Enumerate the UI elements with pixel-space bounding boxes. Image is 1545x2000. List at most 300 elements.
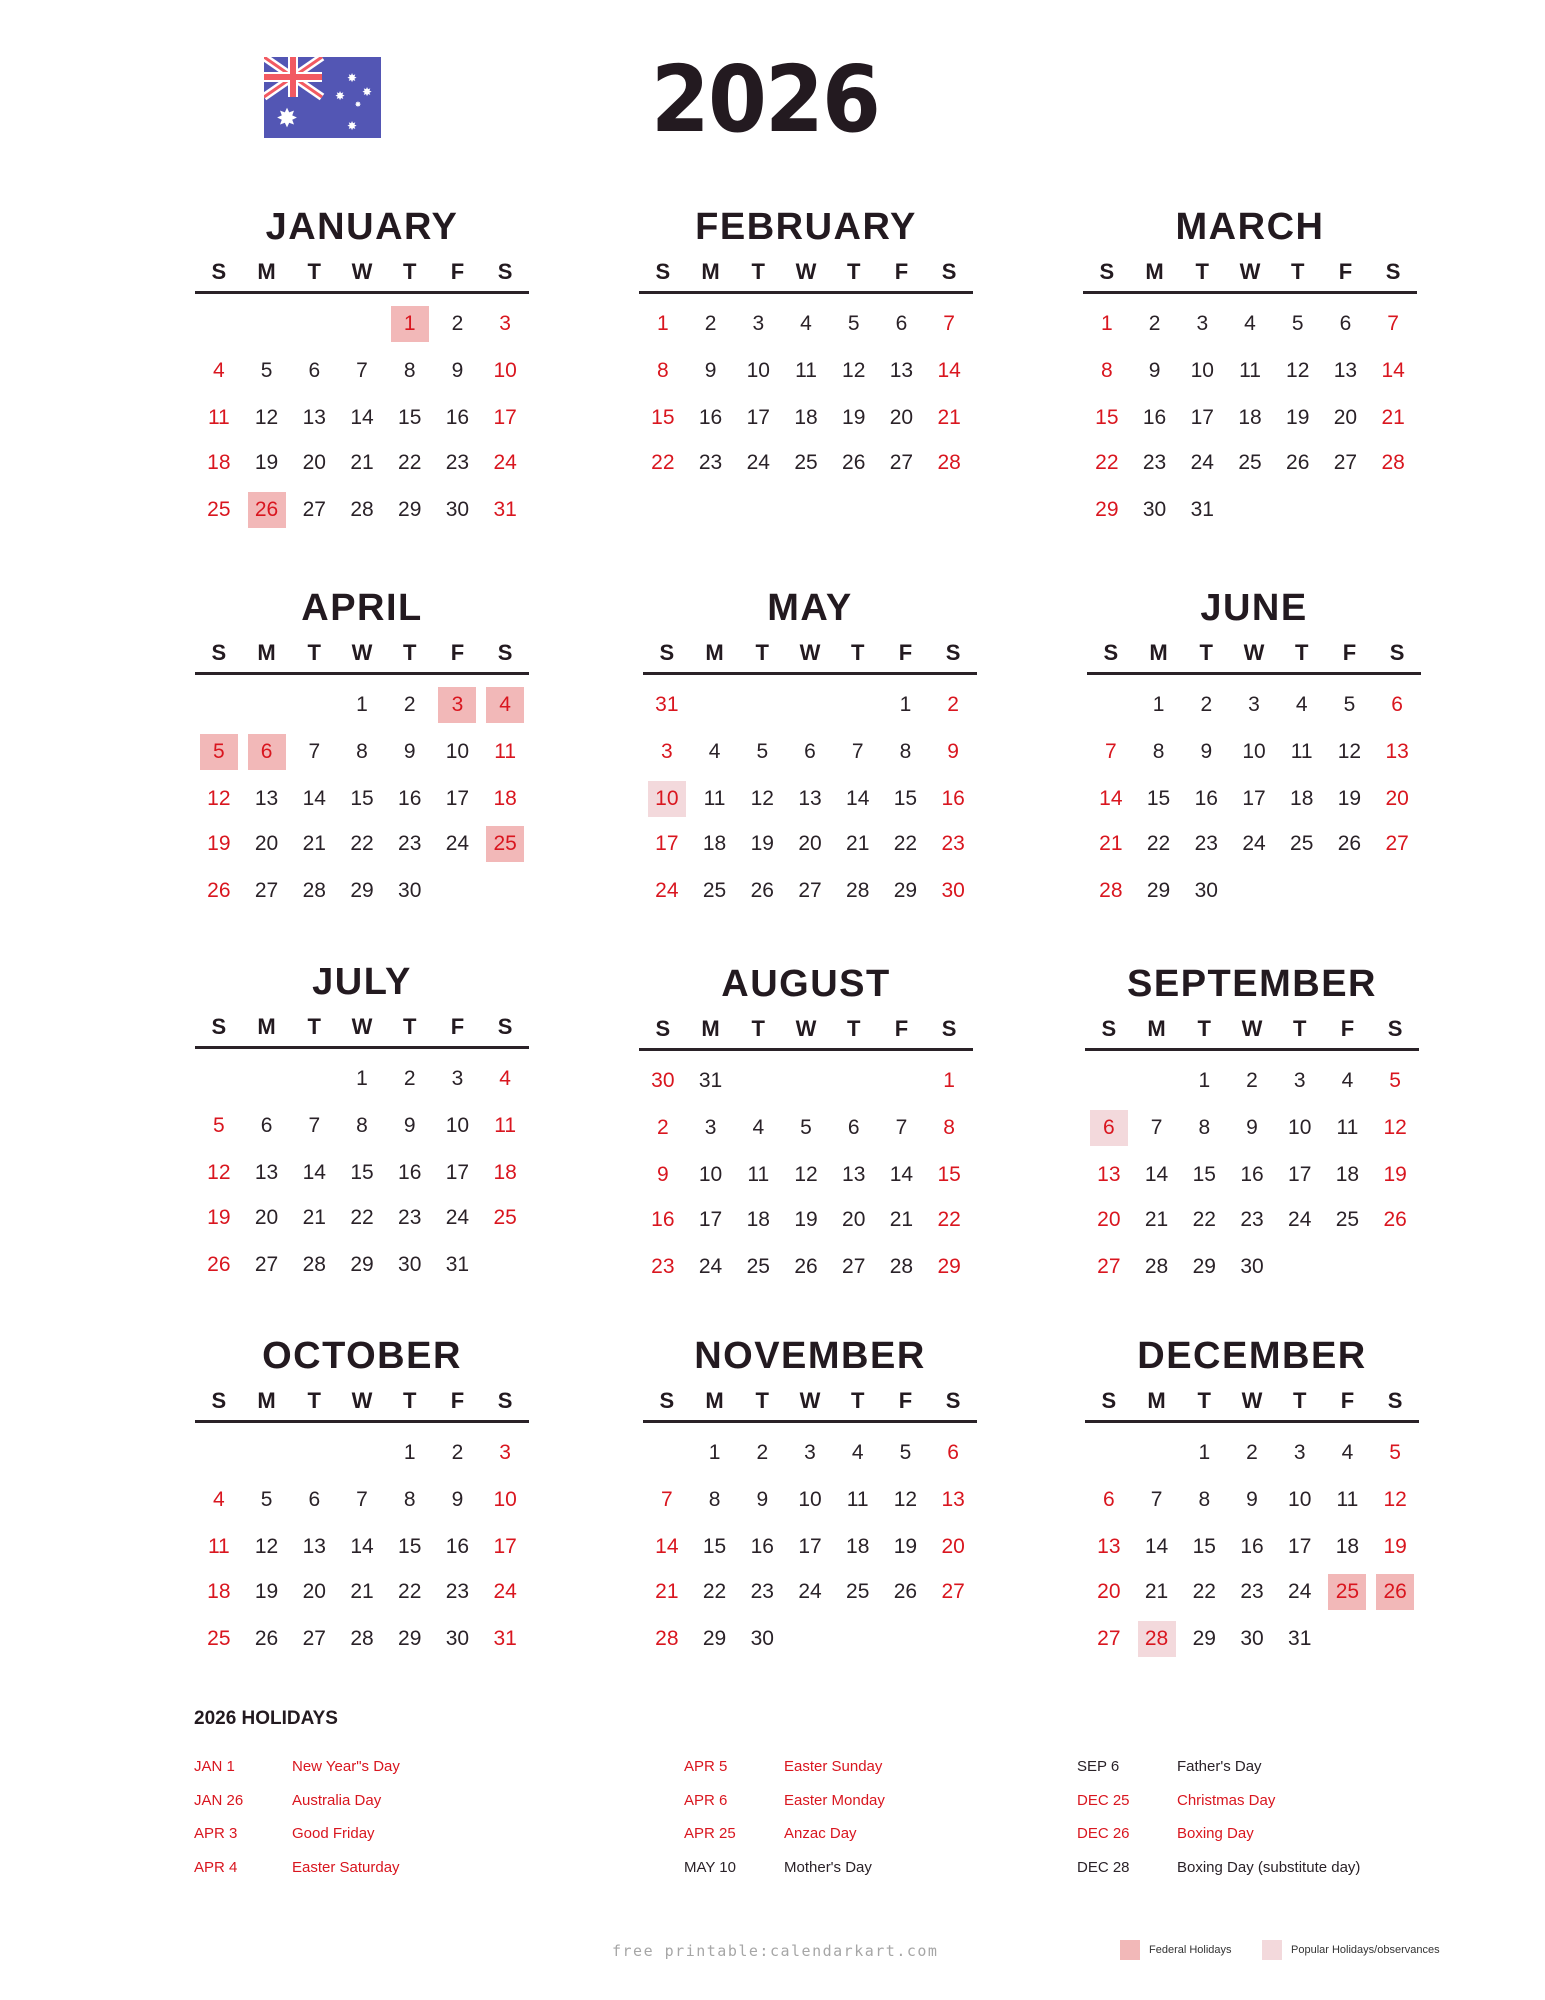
day-cell: 17 <box>655 832 679 855</box>
divider <box>1087 672 1421 675</box>
day-cell: 23 <box>1240 1208 1264 1231</box>
day-cell: 20 <box>302 1580 326 1603</box>
weekday-label: S <box>655 259 671 284</box>
weekday-label: T <box>850 640 865 665</box>
day-cell: 15 <box>1095 406 1119 429</box>
day-cell: 25 <box>207 498 231 521</box>
day-cell: 25 <box>1335 1208 1360 1231</box>
day-cell: 30 <box>1142 498 1167 521</box>
day-cell: 8 <box>403 359 416 382</box>
weekday-label: M <box>701 1016 720 1041</box>
day-cell: 12 <box>794 1163 818 1186</box>
day-cell: 18 <box>207 451 231 474</box>
day-cell: 27 <box>798 879 822 902</box>
day-cell: 13 <box>302 1535 326 1558</box>
day-cell: 17 <box>445 1161 470 1184</box>
day-cell: 8 <box>1152 740 1165 763</box>
day-cell: 9 <box>947 740 959 763</box>
divider <box>195 1420 529 1423</box>
holiday-date: MAY 10 <box>684 1858 736 1876</box>
weekday-label: T <box>402 1014 417 1039</box>
day-cell: 22 <box>350 832 374 855</box>
day-cell: 9 <box>657 1163 669 1186</box>
divider <box>195 1046 529 1049</box>
day-cell: 29 <box>1192 1255 1216 1278</box>
weekday-label: W <box>799 1388 821 1413</box>
weekday-label: F <box>450 259 465 284</box>
holiday-date: APR 4 <box>194 1858 238 1876</box>
day-cell: 13 <box>1333 359 1358 382</box>
weekday-label: S <box>211 640 227 665</box>
weekday-label: M <box>1147 1388 1166 1413</box>
day-cell: 3 <box>499 1441 511 1464</box>
day-cell: 9 <box>403 740 416 763</box>
weekday-label: T <box>307 1388 321 1413</box>
day-cell: 5 <box>1291 312 1304 335</box>
day-cell: 12 <box>1383 1116 1407 1139</box>
day-cell: 13 <box>302 406 326 429</box>
weekday-label: T <box>402 1388 417 1413</box>
day-cell: 7 <box>1150 1488 1163 1511</box>
weekday-label: M <box>701 259 720 284</box>
weekday-label: T <box>307 1014 321 1039</box>
weekday-label: S <box>1389 640 1405 665</box>
day-cell: 3 <box>1248 693 1260 716</box>
day-cell: 15 <box>893 787 918 810</box>
day-cell: 20 <box>1097 1580 1121 1603</box>
weekday-label: T <box>751 1016 765 1041</box>
day-cell: 11 <box>1290 740 1313 763</box>
divider <box>1085 1420 1419 1423</box>
day-cell: 7 <box>356 1488 368 1511</box>
weekday-label: F <box>894 259 909 284</box>
day-cell: 22 <box>1192 1580 1216 1603</box>
day-cell: 17 <box>1288 1163 1312 1186</box>
month-june <box>1087 587 1421 902</box>
weekday-header <box>639 257 973 287</box>
day-cell: 6 <box>1090 1110 1128 1146</box>
day-cell: 24 <box>445 1206 470 1229</box>
weekday-label: S <box>211 1388 227 1413</box>
day-cell: 24 <box>1288 1208 1312 1231</box>
month-december <box>1085 1335 1419 1650</box>
day-cell: 18 <box>207 1580 231 1603</box>
day-cell: 8 <box>657 359 669 382</box>
day-cell: 22 <box>702 1580 727 1603</box>
day-cell: 9 <box>1200 740 1213 763</box>
weekday-label: W <box>795 259 817 284</box>
day-cell: 14 <box>302 787 326 810</box>
weekday-label: T <box>1294 640 1309 665</box>
day-cell: 16 <box>398 1161 422 1184</box>
day-cell: 2 <box>1246 1441 1258 1464</box>
day-cell: 13 <box>1385 740 1409 763</box>
day-cell: 2 <box>403 693 416 716</box>
day-cell: 5 <box>1389 1441 1401 1464</box>
day-cell: 23 <box>750 1580 774 1603</box>
day-cell: 24 <box>493 1580 517 1603</box>
day-cell: 29 <box>1146 879 1171 902</box>
day-cell: 27 <box>941 1580 965 1603</box>
day-cell: 30 <box>445 1627 470 1650</box>
day-cell: 24 <box>798 1580 822 1603</box>
footer-credit: free printable:calendarkart.com <box>612 1942 939 1960</box>
day-cell: 26 <box>1383 1208 1407 1231</box>
day-cell: 12 <box>842 359 866 382</box>
day-cell: 9 <box>756 1488 769 1511</box>
day-cell: 31 <box>493 498 517 521</box>
month-february <box>639 206 973 474</box>
day-cell: 15 <box>651 406 675 429</box>
day-cell: 11 <box>1336 1488 1359 1511</box>
day-cell: 3 <box>1293 1441 1306 1464</box>
weekday-label: S <box>211 1014 227 1039</box>
day-cell: 17 <box>798 1535 822 1558</box>
day-cell: 26 <box>207 879 231 902</box>
day-cell: 9 <box>451 1488 464 1511</box>
day-cell: 21 <box>1144 1208 1169 1231</box>
day-cell: 6 <box>308 359 321 382</box>
day-cell: 25 <box>486 826 524 862</box>
day-cell: 17 <box>493 406 517 429</box>
day-cell: 16 <box>1240 1535 1264 1558</box>
weekday-label: S <box>655 1016 671 1041</box>
day-cell: 20 <box>302 451 326 474</box>
day-cell: 11 <box>494 1114 517 1137</box>
day-cell: 25 <box>207 1627 231 1650</box>
weekday-label: T <box>850 1388 865 1413</box>
day-cell: 24 <box>445 832 470 855</box>
day-cell: 25 <box>1328 1574 1366 1610</box>
day-cell: 15 <box>1146 787 1171 810</box>
holiday-date: APR 3 <box>194 1825 238 1842</box>
day-cell: 21 <box>889 1208 914 1231</box>
day-cell: 31 <box>493 1627 517 1650</box>
australia-flag-icon <box>264 57 381 138</box>
day-cell: 2 <box>1148 312 1161 335</box>
weekday-label: M <box>1145 259 1164 284</box>
day-cell: 17 <box>1242 787 1266 810</box>
divider <box>195 672 529 675</box>
day-cell: 29 <box>350 1253 374 1276</box>
weekday-label: T <box>751 259 765 284</box>
day-cell: 17 <box>445 787 470 810</box>
day-cell: 6 <box>947 1441 959 1464</box>
holiday-name: Easter Sunday <box>784 1758 883 1775</box>
day-cell: 21 <box>1381 406 1405 429</box>
weekday-header <box>1083 257 1417 287</box>
day-cell: 16 <box>1194 787 1218 810</box>
day-cell: 31 <box>698 1069 723 1092</box>
day-cell: 19 <box>750 832 774 855</box>
weekday-label: S <box>941 1016 957 1041</box>
weekday-label: T <box>402 259 417 284</box>
weekday-label: M <box>1149 640 1168 665</box>
weekday-label: F <box>1342 640 1357 665</box>
day-cell: 24 <box>655 879 679 902</box>
popular-legend-label: Popular Holidays/observances <box>1291 1944 1440 1956</box>
day-cell: 30 <box>1194 879 1218 902</box>
day-cell: 12 <box>893 1488 918 1511</box>
day-cell: 16 <box>941 787 965 810</box>
day-cell: 28 <box>350 498 374 521</box>
day-cell: 27 <box>254 879 279 902</box>
day-cell: 2 <box>451 1441 464 1464</box>
day-cell: 12 <box>254 1535 279 1558</box>
holiday-date: JAN 26 <box>194 1791 244 1809</box>
day-cell: 3 <box>499 312 511 335</box>
day-cell: 8 <box>1198 1116 1211 1139</box>
day-cell: 13 <box>941 1488 965 1511</box>
day-cell: 6 <box>308 1488 321 1511</box>
day-cell: 18 <box>702 832 727 855</box>
day-cell: 11 <box>494 740 517 763</box>
month-march <box>1083 206 1417 521</box>
day-cell: 5 <box>260 359 273 382</box>
day-cell: 19 <box>207 1206 231 1229</box>
day-cell: 18 <box>493 1161 517 1184</box>
weekday-header <box>639 1014 973 1044</box>
day-cell: 21 <box>302 1206 326 1229</box>
day-cell: 16 <box>698 406 723 429</box>
day-cell: 26 <box>248 492 286 528</box>
weekday-label: F <box>1340 1016 1355 1041</box>
day-cell: 18 <box>1335 1163 1360 1186</box>
day-cell: 4 <box>1295 693 1308 716</box>
day-cell: 18 <box>846 1535 870 1558</box>
holiday-name: Easter Saturday <box>292 1858 400 1876</box>
day-cell: 17 <box>1288 1535 1312 1558</box>
day-cell: 19 <box>794 1208 818 1231</box>
day-cell: 23 <box>1142 451 1167 474</box>
weekday-label: F <box>898 1388 913 1413</box>
day-cell: 31 <box>1190 498 1214 521</box>
month-may <box>643 587 977 902</box>
day-cell: 27 <box>254 1253 279 1276</box>
weekday-label: S <box>941 259 957 284</box>
day-cell: 26 <box>1376 1574 1414 1610</box>
weekday-label: M <box>257 1014 276 1039</box>
day-cell: 16 <box>1142 406 1167 429</box>
day-cell: 28 <box>302 879 326 902</box>
holiday-date: DEC 25 <box>1077 1791 1130 1809</box>
weekday-label: T <box>1195 259 1209 284</box>
day-cell: 3 <box>752 312 765 335</box>
weekday-header <box>195 1386 529 1416</box>
day-cell: 30 <box>941 879 965 902</box>
day-cell: 12 <box>1337 740 1362 763</box>
day-cell: 27 <box>1097 1627 1121 1650</box>
day-cell: 20 <box>941 1535 965 1558</box>
day-cell: 8 <box>356 740 368 763</box>
day-cell: 14 <box>350 406 374 429</box>
holiday-date: APR 6 <box>684 1791 728 1809</box>
day-cell: 22 <box>398 1580 422 1603</box>
day-cell: 17 <box>493 1535 517 1558</box>
day-cell: 16 <box>1240 1163 1264 1186</box>
day-cell: 10 <box>1190 359 1214 382</box>
weekday-label: T <box>307 259 321 284</box>
day-cell: 19 <box>254 451 279 474</box>
day-cell: 1 <box>1152 693 1165 716</box>
day-cell: 1 <box>708 1441 721 1464</box>
day-cell: 13 <box>842 1163 866 1186</box>
day-cell: 1 <box>1101 312 1113 335</box>
weekday-label: W <box>351 640 373 665</box>
weekday-label: T <box>1199 640 1213 665</box>
day-cell: 24 <box>698 1255 723 1278</box>
day-cell: 13 <box>889 359 914 382</box>
day-cell: 5 <box>200 734 238 770</box>
day-cell: 5 <box>800 1116 812 1139</box>
weekday-header <box>195 638 529 668</box>
day-cell: 5 <box>847 312 860 335</box>
day-cell: 9 <box>403 1114 416 1137</box>
day-cell: 19 <box>842 406 866 429</box>
day-cell: 12 <box>207 1161 231 1184</box>
divider <box>643 672 977 675</box>
day-cell: 30 <box>1240 1255 1264 1278</box>
holiday-name: Anzac Day <box>784 1825 857 1842</box>
day-cell: 29 <box>398 1627 422 1650</box>
day-cell: 16 <box>651 1208 675 1231</box>
day-cell: 20 <box>254 1206 279 1229</box>
divider <box>643 1420 977 1423</box>
day-cell: 7 <box>356 359 368 382</box>
day-cell: 3 <box>451 1067 464 1090</box>
weekday-header <box>643 1386 977 1416</box>
day-cell: 7 <box>1150 1116 1163 1139</box>
legend-federal <box>1120 1940 1232 1960</box>
federal-legend-label: Federal Holidays <box>1149 1944 1232 1956</box>
weekday-header <box>195 257 529 287</box>
day-cell: 28 <box>889 1255 914 1278</box>
holiday-date: SEP 6 <box>1077 1758 1120 1775</box>
weekday-label: T <box>307 640 321 665</box>
day-cell: 6 <box>895 312 908 335</box>
day-cell: 20 <box>842 1208 866 1231</box>
weekday-label: M <box>705 640 724 665</box>
day-cell: 27 <box>1097 1255 1121 1278</box>
day-cell: 14 <box>350 1535 374 1558</box>
weekday-label: S <box>497 259 513 284</box>
weekday-label: F <box>450 640 465 665</box>
day-cell: 25 <box>702 879 727 902</box>
day-cell: 5 <box>1389 1069 1401 1092</box>
day-cell: 31 <box>445 1253 470 1276</box>
day-cell: 6 <box>1339 312 1352 335</box>
day-cell: 18 <box>493 787 517 810</box>
day-cell: 11 <box>846 1488 869 1511</box>
day-cell: 28 <box>655 1627 679 1650</box>
month-august <box>639 963 973 1278</box>
month-october <box>195 1335 529 1650</box>
day-cell: 6 <box>248 734 286 770</box>
day-cell: 9 <box>1148 359 1161 382</box>
day-cell: 23 <box>398 832 422 855</box>
svg-text:✸: ✸ <box>276 104 298 134</box>
day-cell: 4 <box>499 1067 511 1090</box>
day-cell: 29 <box>398 498 422 521</box>
day-cell: 15 <box>702 1535 727 1558</box>
day-cell: 25 <box>1290 832 1314 855</box>
day-cell: 23 <box>698 451 723 474</box>
day-cell: 23 <box>941 832 965 855</box>
day-cell: 31 <box>655 693 679 716</box>
weekday-label: S <box>659 640 675 665</box>
day-cell: 18 <box>794 406 818 429</box>
divider <box>639 291 973 294</box>
day-cell: 15 <box>1192 1535 1216 1558</box>
svg-text:✸: ✸ <box>334 89 346 103</box>
day-cell: 4 <box>213 1488 225 1511</box>
day-cell: 16 <box>445 406 470 429</box>
holiday-name: Good Friday <box>292 1825 375 1842</box>
weekday-label: F <box>1340 1388 1355 1413</box>
weekday-label: S <box>497 1014 513 1039</box>
day-cell: 25 <box>493 1206 517 1229</box>
day-cell: 12 <box>254 406 279 429</box>
day-cell: 22 <box>350 1206 374 1229</box>
day-cell: 29 <box>1192 1627 1216 1650</box>
day-cell: 6 <box>1391 693 1403 716</box>
day-cell: 25 <box>794 451 818 474</box>
federal-swatch <box>1120 1940 1140 1960</box>
divider <box>639 1048 973 1051</box>
day-cell: 24 <box>1288 1580 1312 1603</box>
weekday-label: T <box>755 1388 769 1413</box>
weekday-label: M <box>257 1388 276 1413</box>
day-cell: 14 <box>1381 359 1405 382</box>
month-title: SEPTEMBER <box>1127 963 1377 1005</box>
weekday-label: S <box>1101 1388 1117 1413</box>
month-title: AUGUST <box>721 963 891 1005</box>
day-cell: 30 <box>398 879 422 902</box>
day-cell: 1 <box>403 1441 416 1464</box>
weekday-label: T <box>846 259 861 284</box>
day-cell: 24 <box>1242 832 1266 855</box>
day-cell: 23 <box>1194 832 1218 855</box>
day-cell: 29 <box>1095 498 1119 521</box>
weekday-label: S <box>945 640 961 665</box>
day-cell: 15 <box>937 1163 961 1186</box>
weekday-label: T <box>1292 1388 1307 1413</box>
holidays-title: 2026 HOLIDAYS <box>194 1708 338 1729</box>
month-january <box>195 206 529 521</box>
day-cell: 29 <box>937 1255 961 1278</box>
day-cell: 29 <box>702 1627 727 1650</box>
weekday-label: T <box>755 640 769 665</box>
year-title: 2026 <box>650 46 880 153</box>
day-cell: 24 <box>746 451 770 474</box>
day-cell: 8 <box>899 740 912 763</box>
day-cell: 5 <box>213 1114 225 1137</box>
weekday-label: W <box>351 259 373 284</box>
day-cell: 2 <box>704 312 717 335</box>
day-cell: 19 <box>1286 406 1310 429</box>
day-cell: 1 <box>356 1067 368 1090</box>
weekday-header <box>1085 1014 1419 1044</box>
svg-text:✸: ✸ <box>354 100 362 109</box>
svg-text:✸: ✸ <box>361 85 373 99</box>
day-cell: 26 <box>750 879 774 902</box>
month-title: APRIL <box>301 587 423 629</box>
day-cell: 28 <box>846 879 870 902</box>
holiday-name: Easter Monday <box>784 1791 885 1809</box>
month-title: JUNE <box>1200 587 1308 629</box>
weekday-label: F <box>1338 259 1353 284</box>
day-cell: 28 <box>1381 451 1405 474</box>
